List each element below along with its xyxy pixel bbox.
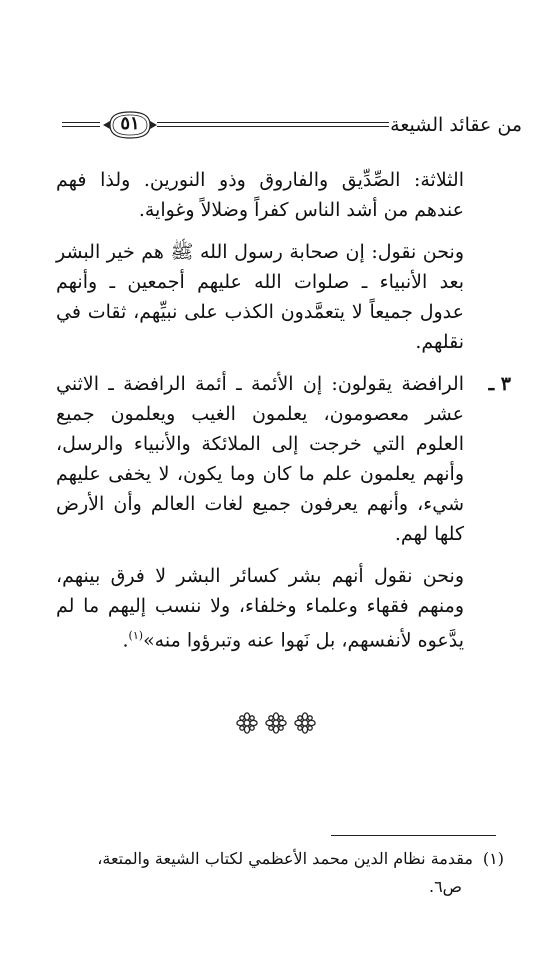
flower-ornament-icon: [294, 712, 316, 734]
flower-ornament-icon: [265, 712, 287, 734]
paragraph-4-end: .: [122, 629, 129, 652]
item-number: ٣ ـ: [488, 373, 511, 395]
item-text: الرافضة يقولون: إن الأئمة ـ أئمة الرافضة ـ الاثني عشر معصومون، يعلمون الغيب ويعلمون جميع العلوم التي خرجت إلى الملائكة والأنبياء والرسل، وأنهم يعلمون علم ما كان وما يكون، لا يخفى عليهم شيء، وأنهم يعرفون جميع لغات العالم وأن الأرض كلها لهم.: [56, 373, 464, 545]
running-header: [62, 110, 522, 146]
footnote-separator: [331, 835, 496, 836]
running-title: من عقائد الشيعة: [390, 114, 522, 136]
paragraph-2: ونحن نقول: إن صحابة رسول الله ﷺ هم خير البشر بعد الأنبياء ـ صلوات الله عليهم أجمعين ـ وأنهم عدول جميعاً لا يتعمَّدون الكذب على نبيِّهم، ثقات في نقلهم.: [56, 241, 464, 353]
footnotes: [56, 845, 504, 901]
paragraph-4: [56, 561, 464, 655]
footnote-1: [56, 845, 504, 901]
footnote-continuation: ص٦.: [428, 877, 462, 896]
paragraph-4-text: ونحن نقول أنهم بشر كسائر البشر لا فرق بينهم، ومنهم فقهاء وعلماء وخلفاء، ولا ننسب إليهم ما لم يدَّعوه لأنفسهم، بل نَهوا عنه وتبرؤوا منه»: [56, 565, 464, 652]
header-rule-right: [157, 122, 389, 127]
footnote-number: (١): [482, 849, 504, 868]
footnote-text: مقدمة نظام الدين محمد الأعظمي لكتاب الشيعة والمتعة،: [97, 849, 473, 868]
flower-ornament-icon: [236, 712, 258, 734]
header-rule-left: [62, 122, 100, 127]
numbered-item-3: [56, 369, 511, 549]
section-ornament: [236, 712, 316, 738]
paragraph-1: الثلاثة: الصِّدِّيق والفاروق وذو النورين. ولذا فهم عندهم من أشد الناس كفراً وضلالاً وغواية.: [56, 169, 464, 221]
page-number: ٥١: [120, 113, 140, 134]
body-text: [56, 165, 511, 667]
footnote-reference: (١): [128, 629, 144, 642]
page-number-badge: [102, 110, 158, 140]
